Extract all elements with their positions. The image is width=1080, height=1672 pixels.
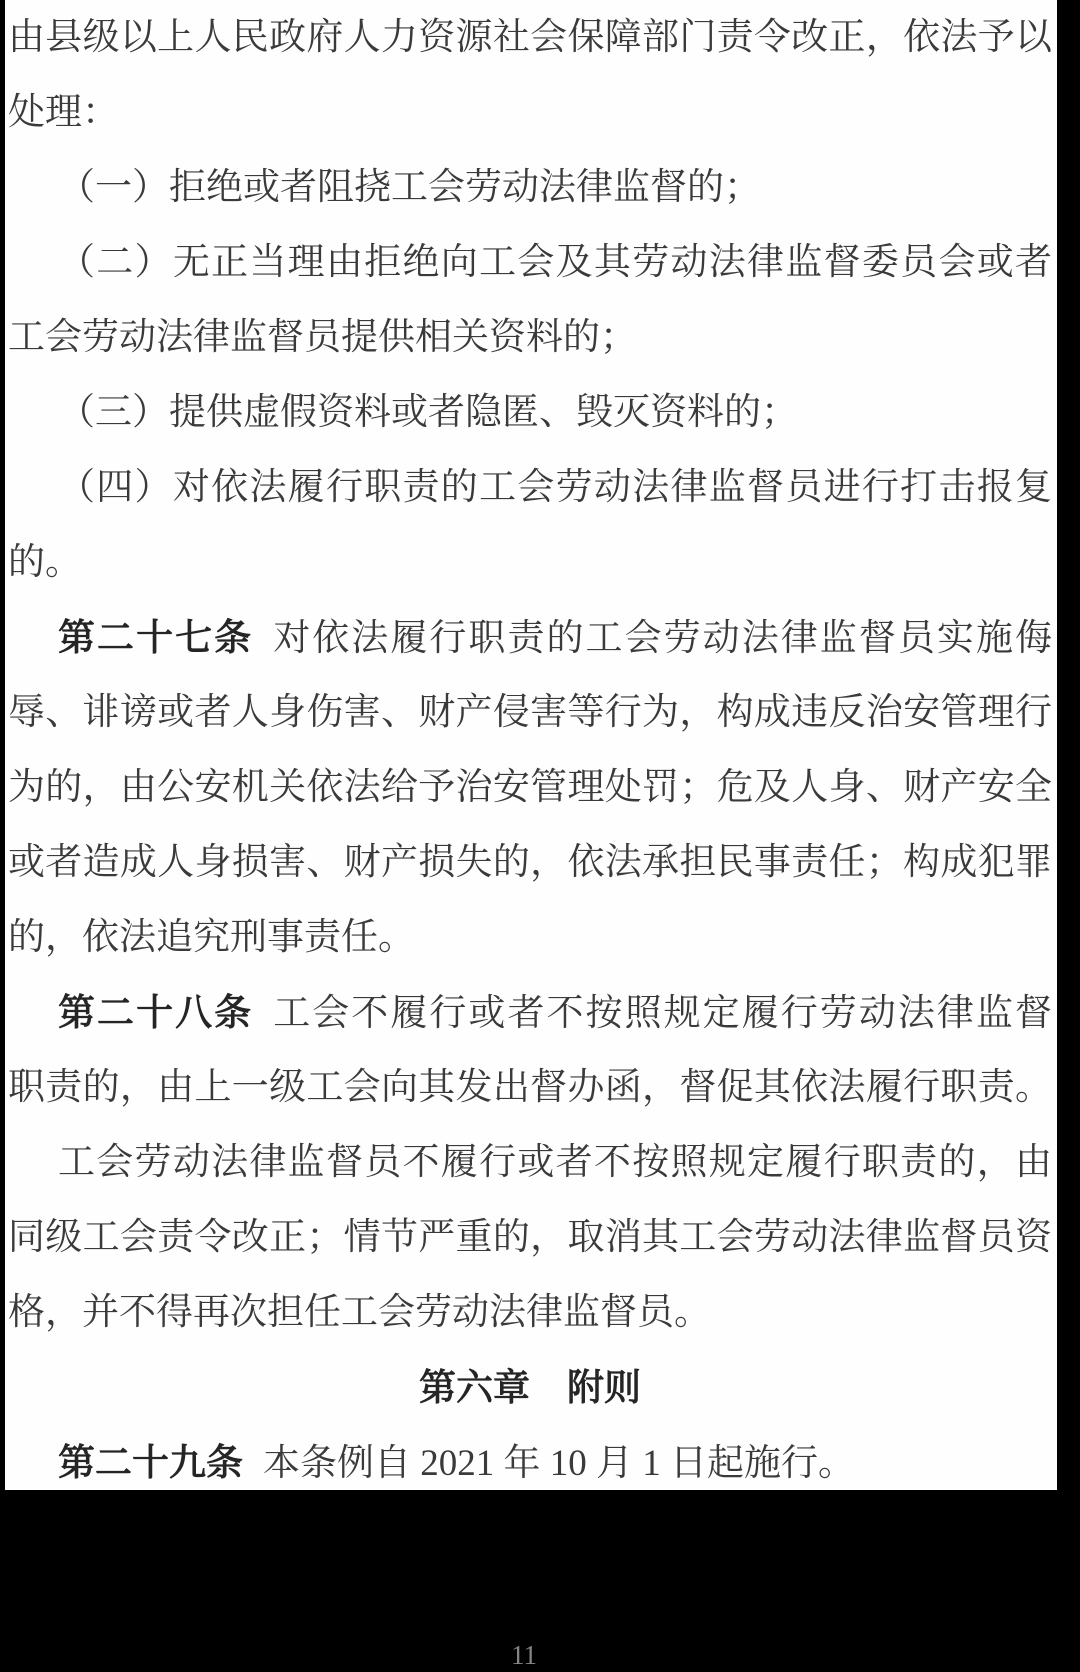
chapter-heading bbox=[8, 1350, 1052, 1425]
article-number: 第二十八条 bbox=[58, 992, 254, 1033]
line-text: 第六章 附则 bbox=[419, 1367, 641, 1408]
document-line bbox=[8, 0, 1052, 75]
document-line bbox=[8, 900, 1052, 975]
line-text: 工会不履行或者不按照规定履行劳动法律监督 bbox=[273, 993, 1053, 1034]
document-line bbox=[8, 1275, 1052, 1350]
line-text: 的。 bbox=[8, 542, 82, 583]
document-line bbox=[8, 375, 1052, 450]
line-text: 格，并不得再次担任工会劳动法律监督员。 bbox=[8, 1292, 711, 1333]
line-text: （三）提供虚假资料或者隐匿、毁灭资料的； bbox=[58, 392, 798, 433]
document-line bbox=[8, 1200, 1052, 1275]
line-text: 由县级以上人民政府人力资源社会保障部门责令改正，依法予以 bbox=[8, 17, 1052, 58]
document-line bbox=[8, 1050, 1052, 1125]
document-page bbox=[5, 0, 1057, 1490]
line-text: 辱、诽谤或者人身伤害、财产侵害等行为，构成违反治安管理行 bbox=[8, 692, 1052, 733]
line-text: （一）拒绝或者阻挠工会劳动法律监督的； bbox=[58, 167, 761, 208]
line-text: 本条例自 2021 年 10 月 1 日起施行。 bbox=[263, 1443, 855, 1484]
page-number: 11 bbox=[511, 1640, 537, 1670]
document-line bbox=[8, 525, 1052, 600]
line-text: 处理： bbox=[8, 92, 119, 133]
line-text: 工会劳动法律监督员不履行或者不按照规定履行职责的，由 bbox=[58, 1142, 1052, 1183]
line-text: 的，依法追究刑事责任。 bbox=[8, 917, 415, 958]
article-number: 第二十九条 bbox=[58, 1442, 243, 1483]
document-line bbox=[8, 75, 1052, 150]
document-line bbox=[8, 600, 1052, 675]
document-line bbox=[8, 150, 1052, 225]
line-text: 对依法履行职责的工会劳动法律监督员实施侮 bbox=[273, 618, 1053, 659]
document-line bbox=[8, 300, 1052, 375]
line-text: 工会劳动法律监督员提供相关资料的； bbox=[8, 317, 637, 358]
line-text: 职责的，由上一级工会向其发出督办函，督促其依法履行职责。 bbox=[8, 1067, 1052, 1108]
line-text: （二）无正当理由拒绝向工会及其劳动法律监督委员会或者 bbox=[58, 242, 1052, 283]
document-line bbox=[8, 675, 1052, 750]
article-number: 第二十七条 bbox=[58, 617, 254, 658]
line-text: 或者造成人身损害、财产损失的，依法承担民事责任；构成犯罪 bbox=[8, 842, 1052, 883]
document-text bbox=[8, 0, 1052, 1490]
document-line bbox=[8, 225, 1052, 300]
line-text: 为的，由公安机关依法给予治安管理处罚；危及人身、财产安全 bbox=[8, 767, 1052, 808]
document-line bbox=[8, 825, 1052, 900]
document-line bbox=[8, 450, 1052, 525]
document-line bbox=[8, 1125, 1052, 1200]
document-line bbox=[8, 1425, 1052, 1490]
line-text: 同级工会责令改正；情节严重的，取消其工会劳动法律监督员资 bbox=[8, 1217, 1052, 1258]
document-line bbox=[8, 975, 1052, 1050]
document-line bbox=[8, 750, 1052, 825]
line-text: （四）对依法履行职责的工会劳动法律监督员进行打击报复 bbox=[58, 467, 1052, 508]
